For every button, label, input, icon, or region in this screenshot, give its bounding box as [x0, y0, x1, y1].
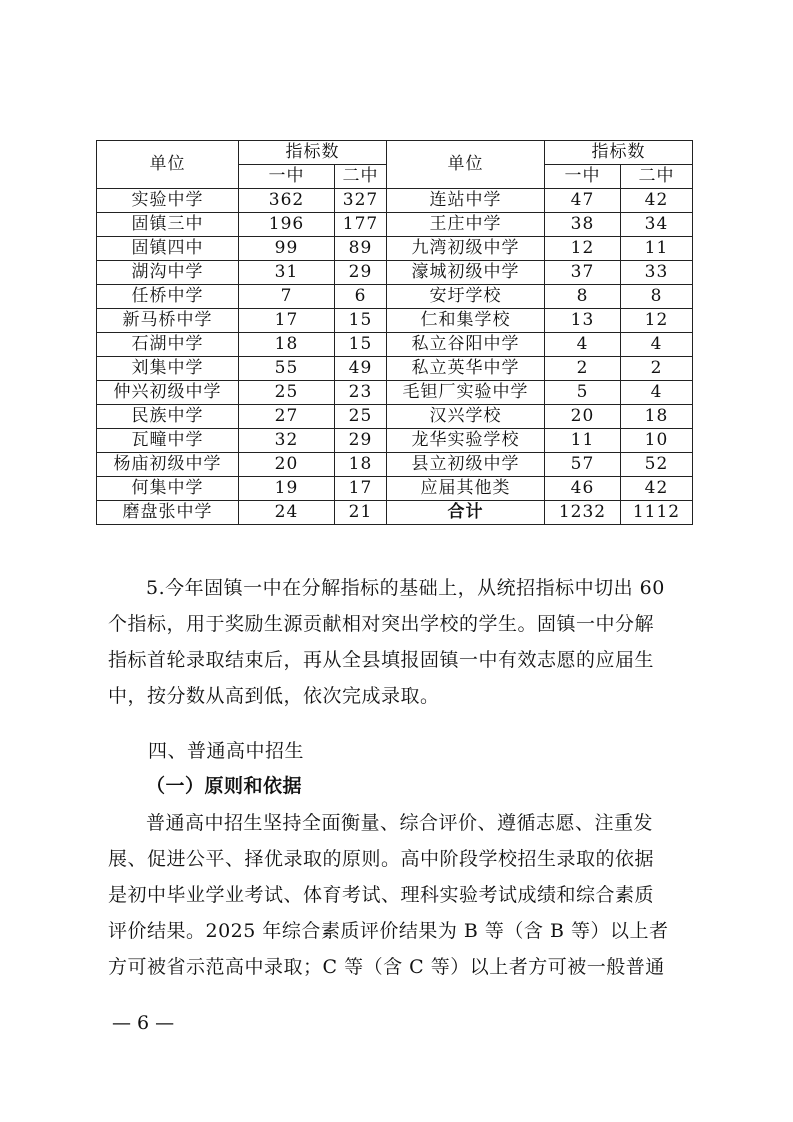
unit-name-right: 应届其他类: [387, 477, 545, 501]
principle-line: 方可被省示范高中录取；C 等（含 C 等）以上者方可被一般普通: [108, 956, 665, 978]
table-row: [97, 261, 693, 285]
unit-name-left: 磨盘张中学: [97, 501, 239, 525]
unit-name-right: 连站中学: [387, 189, 545, 213]
header-school2-left: 二中: [335, 165, 387, 189]
quota-school2-right: 42: [621, 477, 693, 501]
quota-school1-right: 8: [545, 285, 621, 309]
unit-name-left: 瓦疃中学: [97, 429, 239, 453]
quota-school2-right: 52: [621, 453, 693, 477]
paragraph-5-line: 个指标，用于奖励生源贡献相对突出学校的学生。固镇一中分解: [108, 613, 655, 635]
unit-name-right: 私立英华中学: [387, 357, 545, 381]
quota-school1-right: 13: [545, 309, 621, 333]
unit-name-right: 汉兴学校: [387, 405, 545, 429]
unit-name-left: 仲兴初级中学: [97, 381, 239, 405]
table-row: [97, 333, 693, 357]
table-row: [97, 357, 693, 381]
unit-name-left: 刘集中学: [97, 357, 239, 381]
quota-school2-left: 18: [335, 453, 387, 477]
unit-name-right: 安圩学校: [387, 285, 545, 309]
quota-school2-right: 18: [621, 405, 693, 429]
table-row: [97, 453, 693, 477]
unit-name-left: 实验中学: [97, 189, 239, 213]
quota-school2-right: 12: [621, 309, 693, 333]
quota-school2-left: 15: [335, 309, 387, 333]
table-row: [97, 501, 693, 525]
header-school1-right: 一中: [545, 165, 621, 189]
quota-school2-right: 4: [621, 381, 693, 405]
quota-school1-left: 20: [239, 453, 335, 477]
unit-name-left: 固镇三中: [97, 213, 239, 237]
table-row: [97, 429, 693, 453]
quota-school2-left: 15: [335, 333, 387, 357]
quota-school2-right: 33: [621, 261, 693, 285]
quota-school1-right: 1232: [545, 501, 621, 525]
quota-school2-left: 29: [335, 429, 387, 453]
header-school2-right: 二中: [621, 165, 693, 189]
unit-name-right: 王庄中学: [387, 213, 545, 237]
unit-name-right: 龙华实验学校: [387, 429, 545, 453]
quota-school2-left: 177: [335, 213, 387, 237]
principle-line: 普通高中招生坚持全面衡量、综合评价、遵循志愿、注重发: [146, 812, 654, 834]
unit-name-right: 濠城初级中学: [387, 261, 545, 285]
unit-name-left: 何集中学: [97, 477, 239, 501]
quota-school1-right: 20: [545, 405, 621, 429]
quota-school1-left: 19: [239, 477, 335, 501]
unit-name-right: 合计: [387, 501, 545, 525]
table-row: [97, 285, 693, 309]
header-school1-left: 一中: [239, 165, 335, 189]
quota-school1-left: 18: [239, 333, 335, 357]
subsection-heading: （一）原则和依据: [146, 775, 303, 797]
principle-line: 是初中毕业学业考试、体育考试、理科实验考试成绩和综合素质: [108, 884, 655, 906]
table-body: [97, 189, 693, 525]
quota-school2-left: 49: [335, 357, 387, 381]
paragraph-5-line: 指标首轮录取结束后，再从全县填报固镇一中有效志愿的应届生: [108, 649, 655, 671]
principle-line: 评价结果。2025 年综合素质评价结果为 B 等（含 B 等）以上者: [108, 920, 669, 942]
quota-school1-left: 7: [239, 285, 335, 309]
table-row: [97, 309, 693, 333]
quota-school1-right: 57: [545, 453, 621, 477]
quota-school1-left: 55: [239, 357, 335, 381]
quota-school1-left: 25: [239, 381, 335, 405]
quota-school1-left: 99: [239, 237, 335, 261]
unit-name-right: 毛钽厂实验中学: [387, 381, 545, 405]
unit-name-right: 县立初级中学: [387, 453, 545, 477]
unit-name-left: 民族中学: [97, 405, 239, 429]
header-quota-left: 指标数: [239, 141, 387, 165]
paragraph-5-line: 5.今年固镇一中在分解指标的基础上，从统招指标中切出 60: [146, 577, 665, 599]
quota-school1-left: 362: [239, 189, 335, 213]
quota-school1-left: 32: [239, 429, 335, 453]
quota-school1-right: 37: [545, 261, 621, 285]
table-row: [97, 477, 693, 501]
quota-school1-left: 31: [239, 261, 335, 285]
quota-school2-left: 327: [335, 189, 387, 213]
unit-name-right: 私立谷阳中学: [387, 333, 545, 357]
paragraph-5: [108, 570, 693, 714]
quota-school2-left: 23: [335, 381, 387, 405]
principle-line: 展、促进公平、择优录取的原则。高中阶段学校招生录取的依据: [108, 848, 655, 870]
quota-school1-right: 47: [545, 189, 621, 213]
table-header-row: [97, 141, 693, 165]
quota-school1-left: 24: [239, 501, 335, 525]
table-row: [97, 381, 693, 405]
page-number: — 6 —: [112, 1012, 175, 1034]
quota-school2-right: 8: [621, 285, 693, 309]
unit-name-left: 固镇四中: [97, 237, 239, 261]
quota-school2-left: 21: [335, 501, 387, 525]
unit-name-left: 新马桥中学: [97, 309, 239, 333]
quota-school2-right: 42: [621, 189, 693, 213]
section-heading: 四、普通高中招生: [148, 740, 305, 762]
quota-school1-right: 12: [545, 237, 621, 261]
paragraph-5-line: 中，按分数从高到低，依次完成录取。: [108, 685, 440, 707]
quota-school1-right: 46: [545, 477, 621, 501]
unit-name-left: 任桥中学: [97, 285, 239, 309]
table-row: [97, 237, 693, 261]
table-row: [97, 213, 693, 237]
quota-school2-right: 10: [621, 429, 693, 453]
table-row: [97, 189, 693, 213]
quota-table: [96, 140, 693, 525]
quota-school2-right: 4: [621, 333, 693, 357]
unit-name-left: 石湖中学: [97, 333, 239, 357]
quota-school1-left: 27: [239, 405, 335, 429]
quota-school1-right: 4: [545, 333, 621, 357]
quota-school1-right: 38: [545, 213, 621, 237]
quota-school2-right: 34: [621, 213, 693, 237]
quota-school2-left: 29: [335, 261, 387, 285]
quota-school2-right: 11: [621, 237, 693, 261]
quota-school1-right: 5: [545, 381, 621, 405]
unit-name-right: 仁和集学校: [387, 309, 545, 333]
principle-paragraph: [108, 805, 693, 985]
quota-school1-right: 2: [545, 357, 621, 381]
quota-school2-left: 17: [335, 477, 387, 501]
unit-name-left: 杨庙初级中学: [97, 453, 239, 477]
quota-school2-right: 2: [621, 357, 693, 381]
header-unit-left: 单位: [97, 141, 239, 189]
quota-school2-left: 25: [335, 405, 387, 429]
quota-school1-right: 11: [545, 429, 621, 453]
header-unit-right: 单位: [387, 141, 545, 189]
unit-name-left: 湖沟中学: [97, 261, 239, 285]
table-row: [97, 405, 693, 429]
quota-school2-left: 89: [335, 237, 387, 261]
quota-school1-left: 196: [239, 213, 335, 237]
header-quota-right: 指标数: [545, 141, 693, 165]
quota-school1-left: 17: [239, 309, 335, 333]
quota-school2-right: 1112: [621, 501, 693, 525]
unit-name-right: 九湾初级中学: [387, 237, 545, 261]
quota-school2-left: 6: [335, 285, 387, 309]
